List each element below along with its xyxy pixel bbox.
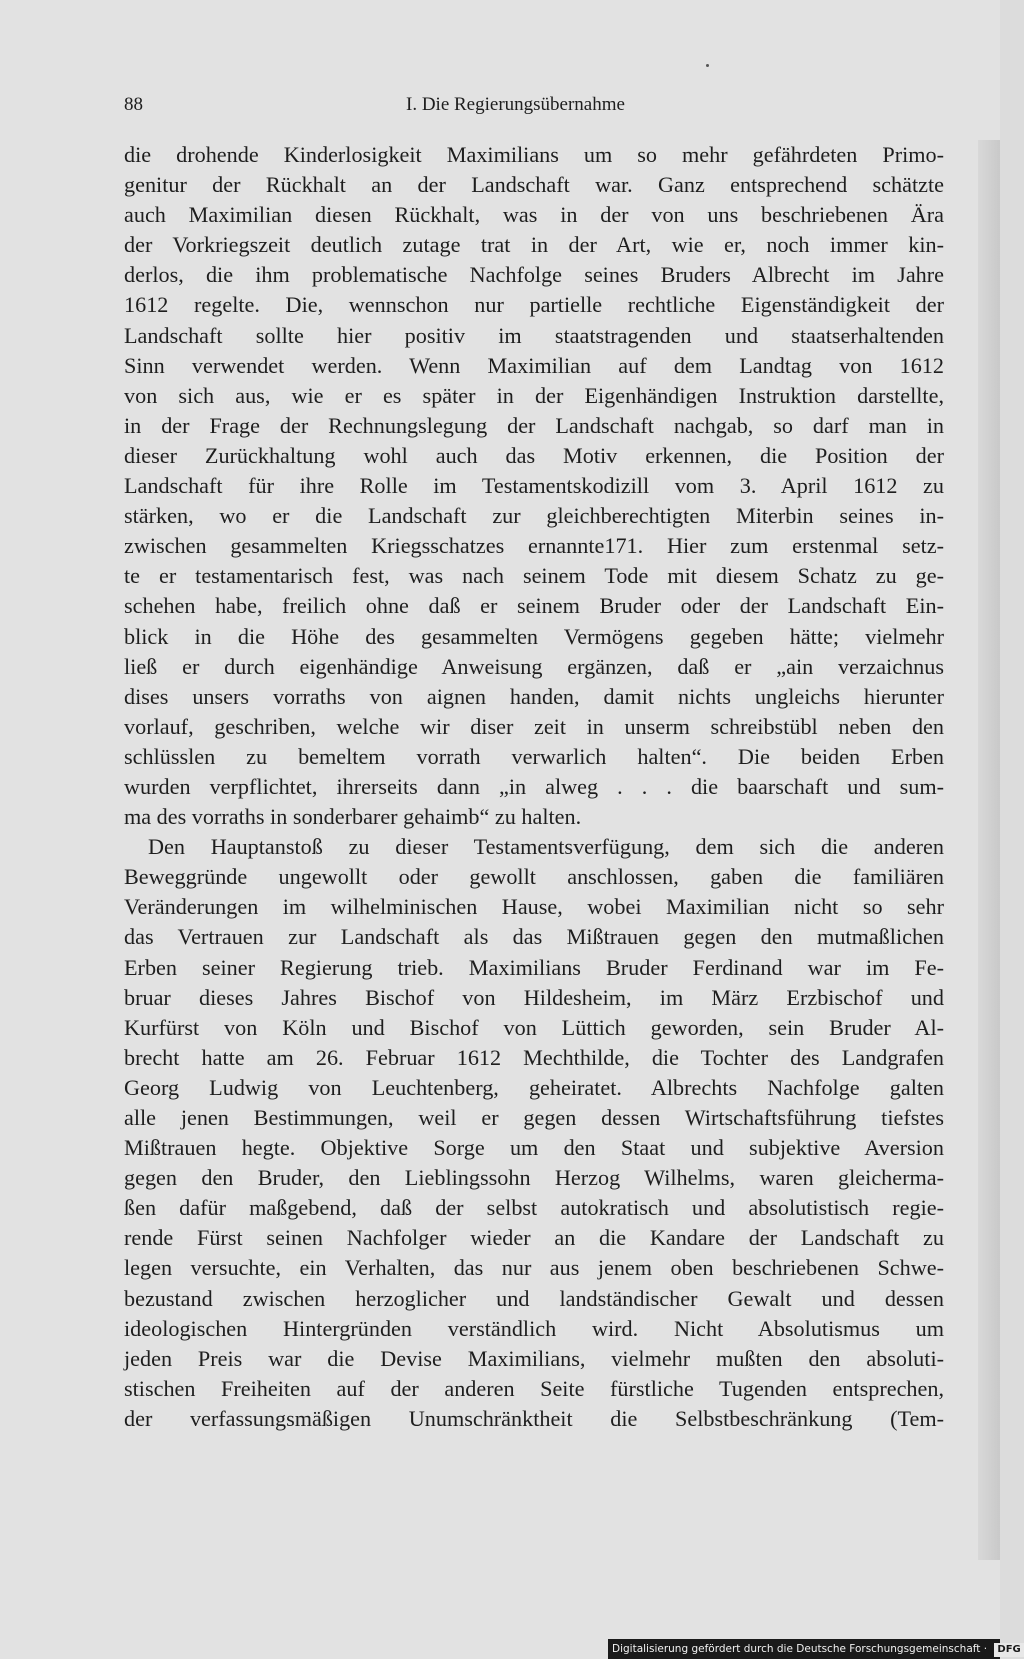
text-line: alle jenen Bestimmungen, weil er gegen dessen Wirtschaftsführung tiefstes [124,1105,944,1130]
credit-text: Digitalisierung gefördert durch die Deutsche Forschungsgemeinschaft · [612,1643,988,1655]
text-line: Beweggründe ungewollt oder gewollt anschlossen, gaben die familiären [124,864,944,890]
body-text [124,140,944,1434]
dfg-logo: DFG [994,1643,1023,1657]
running-title: I. Die Regierungsübernahme [406,94,625,115]
text-line: genitur der Rückhalt an der Landschaft war. Ganz entsprechend schätzte [124,172,944,198]
text-line: stischen Freiheiten auf der anderen Seite fürstliche Tugenden entsprechen, [124,1375,944,1401]
text-line: in der Frage der Rechnungslegung der Landschaft nachgab, so darf man in [124,412,944,438]
text-line: Landschaft sollte hier positiv im staatstragenden und staatserhaltenden [124,322,944,348]
text-line: auch Maximilian diesen Rückhalt, was in der von uns beschriebenen Ära [124,202,944,228]
text-line: Sinn verwendet werden. Wenn Maximilian auf dem Landtag von 1612 [124,352,944,378]
text-line: ließ er durch eigenhändige Anweisung ergänzen, daß er „ain verzaichnus [124,653,944,679]
text-line: te er testamentarisch fest, was nach seinem Tode mit diesem Schatz zu ge- [124,563,944,589]
text-line: 1612 regelte. Die, wennschon nur partielle rechtliche Eigenständigkeit der [124,292,944,318]
text-line: ßen dafür maßgebend, daß der selbst autokratisch und absolutistisch regie- [124,1195,944,1221]
text-line: vorlauf, geschriben, welche wir diser zeit in unserm schreibstübl neben den [124,713,944,739]
text-line: Mißtrauen hegte. Objektive Sorge um den Staat und subjektive Aversion [124,1135,944,1161]
text-line: die drohende Kinderlosigkeit Maximilians um so mehr gefährdeten Primo- [124,142,944,167]
text-line: Veränderungen im wilhelminischen Hause, wobei Maximilian nicht so sehr [124,894,944,920]
text-line: dises unsers vorraths von aignen handen, damit nichts ungleichs hierunter [124,683,944,709]
text-line: bezustand zwischen herzoglicher und landständischer Gewalt und dessen [124,1285,944,1311]
page-edge-shadow [978,140,1000,1560]
text-line: blick in die Höhe des gesammelten Vermögens gegeben hätte; vielmehr [124,623,944,649]
text-line: schlüsslen zu bemeltem vorrath verwarlich halten“. Die beiden Erben [124,743,944,769]
text-line: derlos, die ihm problematische Nachfolge seines Bruders Albrecht im Jahre [124,262,944,288]
text-line: stärken, wo er die Landschaft zur gleichberechtigten Miterbin seines in- [124,503,944,529]
page-header [124,94,944,124]
text-line: Erben seiner Regierung trieb. Maximilians Bruder Ferdinand war im Fe- [124,954,944,980]
text-line: das Vertrauen zur Landschaft als das Mißtrauen gegen den mutmaßlichen [124,924,944,950]
text-line: der verfassungsmäßigen Unumschränktheit die Selbstbeschränkung (Tem- [124,1405,944,1431]
page-number: 88 [124,94,143,115]
text-line: brecht hatte am 26. Februar 1612 Mechthilde, die Tochter des Landgrafen [124,1044,944,1070]
text-line: dieser Zurückhaltung wohl auch das Motiv erkennen, die Position der [124,442,944,468]
text-line: wurden verpflichtet, ihrerseits dann „in alweg . . . die baarschaft und sum- [124,773,944,799]
paragraph-first-line: Den Hauptanstoß zu dieser Testamentsverfügung, dem sich die anderen [148,834,944,860]
text-line: Landschaft für ihre Rolle im Testamentskodizill vom 3. April 1612 zu [124,473,944,499]
text-line: legen versuchte, ein Verhalten, das nur aus jenem oben beschriebenen Schwe- [124,1255,944,1281]
text-line: gegen den Bruder, den Lieblingssohn Herzog Wilhelms, waren gleicherma- [124,1165,944,1191]
digitization-credit [608,1639,1021,1659]
text-line: zwischen gesammelten Kriegsschatzes ernannte171. Hier zum erstenmal setz- [124,533,944,559]
text-line: von sich aus, wie er es später in der Eigenhändigen Instruktion darstellte, [124,382,944,408]
text-line: schehen habe, freilich ohne daß er seinem Bruder oder der Landschaft Ein- [124,593,944,619]
text-line: bruar dieses Jahres Bischof von Hildesheim, im März Erzbischof und [124,984,944,1010]
text-line: Georg Ludwig von Leuchtenberg, geheiratet. Albrechts Nachfolge galten [124,1074,944,1100]
paragraph-last-line: ma des vorraths in sonderbarer gehaimb“ zu halten. [124,804,582,830]
scan-speck [706,64,709,67]
text-line: jeden Preis war die Devise Maximilians, vielmehr mußten den absoluti- [124,1345,944,1371]
text-line: rende Fürst seinen Nachfolger wieder an die Kandare der Landschaft zu [124,1225,944,1251]
text-line: der Vorkriegszeit deutlich zutage trat in der Art, wie er, noch immer kin- [124,232,944,258]
text-line: ideologischen Hintergründen verständlich wird. Nicht Absolutismus um [124,1315,944,1341]
text-line: Kurfürst von Köln und Bischof von Lüttich geworden, sein Bruder Al- [124,1014,944,1040]
